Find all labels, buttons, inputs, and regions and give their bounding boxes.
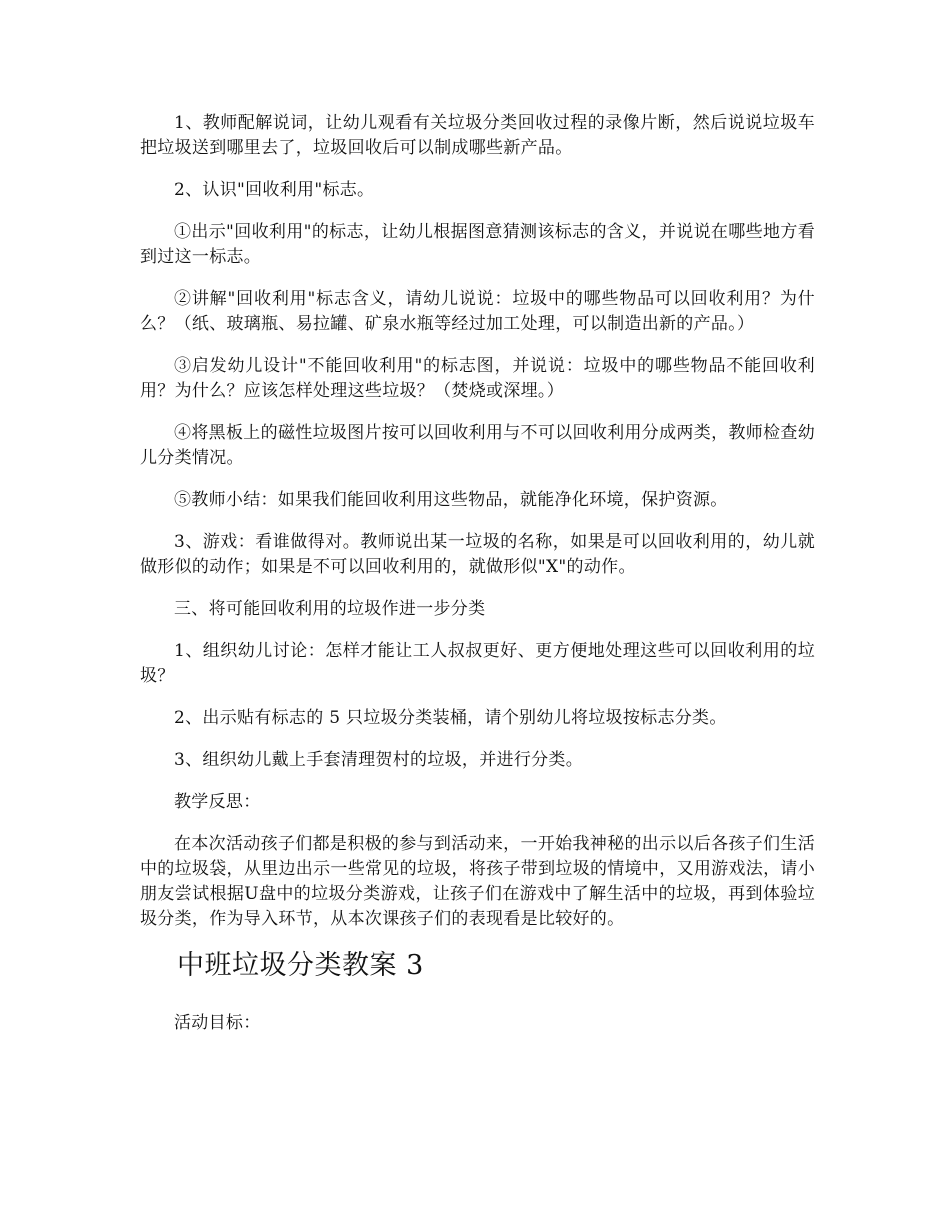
paragraph-cleanup: 3、组织幼儿戴上手套清理贺村的垃圾，并进行分类。 <box>174 750 584 770</box>
paragraph-teacher-summary: ⑤教师小结：如果我们能回收利用这些物品，就能净化环境，保护资源。 <box>174 490 728 510</box>
paragraph-section-three: 三、将可能回收利用的垃圾作进一步分类 <box>174 599 486 619</box>
paragraph-design-sign: ③启发幼儿设计"不能回收利用"的标志图，并说说：垃圾中的哪些物品不能回收利用？为什么？应该怎样处理这些垃圾？（焚烧或深埋。） <box>140 356 815 401</box>
paragraph-game: 3、游戏：看谁做得对。教师说出某一垃圾的名称，如果是可以回收利用的，幼儿就做形似的动作；如果是不可以回收利用的，就做形似"X"的动作。 <box>140 532 815 577</box>
paragraph-sort-bins: 2、出示贴有标志的 5 只垃圾分类装桶，请个别幼儿将垃圾按标志分类。 <box>174 708 727 728</box>
paragraph-step-1-video: 1、教师配解说词，让幼儿观看有关垃圾分类回收过程的录像片断，然后说说垃圾车把垃圾送到哪里去了，垃圾回收后可以制成哪些新产品。 <box>140 113 815 158</box>
paragraph-reflection-heading: 教学反思： <box>174 792 261 812</box>
paragraph-step-2-recycle-sign: 2、认识"回收利用"标志。 <box>174 180 375 200</box>
paragraph-explain-sign: ②讲解"回收利用"标志含义，请幼儿说说：垃圾中的哪些物品可以回收利用？为什么？（纸、玻璃瓶、易拉罐、矿泉水瓶等经过加工处理，可以制造出新的产品。） <box>140 289 815 334</box>
section-title: 中班垃圾分类教案 3 <box>177 950 424 981</box>
paragraph-magnetic-pictures: ④将黑板上的磁性垃圾图片按可以回收利用与不可以回收利用分成两类，教师检查幼儿分类情况。 <box>140 423 815 468</box>
paragraph-show-sign: ①出示"回收利用"的标志，让幼儿根据图意猜测该标志的含义，并说说在哪些地方看到过这一标志。 <box>140 222 815 267</box>
paragraph-activity-goals: 活动目标： <box>174 1013 261 1033</box>
paragraph-discussion: 1、组织幼儿讨论：怎样才能让工人叔叔更好、更方便地处理这些可以回收利用的垃圾？ <box>140 641 815 686</box>
paragraph-reflection-body: 在本次活动孩子们都是积极的参与到活动来，一开始我神秘的出示以后各孩子们生活中的垃圾袋，从里边出示一些常见的垃圾，将孩子带到垃圾的情境中，又用游戏法，请小朋友尝试根据U盘中的垃圾分类游戏，让孩子们在游戏中了解生活中的垃圾，再到体验垃圾分类，作为导入环节，从本次课孩子们的表现看是比较好的。 <box>140 834 815 929</box>
document-body <box>140 111 815 1053</box>
